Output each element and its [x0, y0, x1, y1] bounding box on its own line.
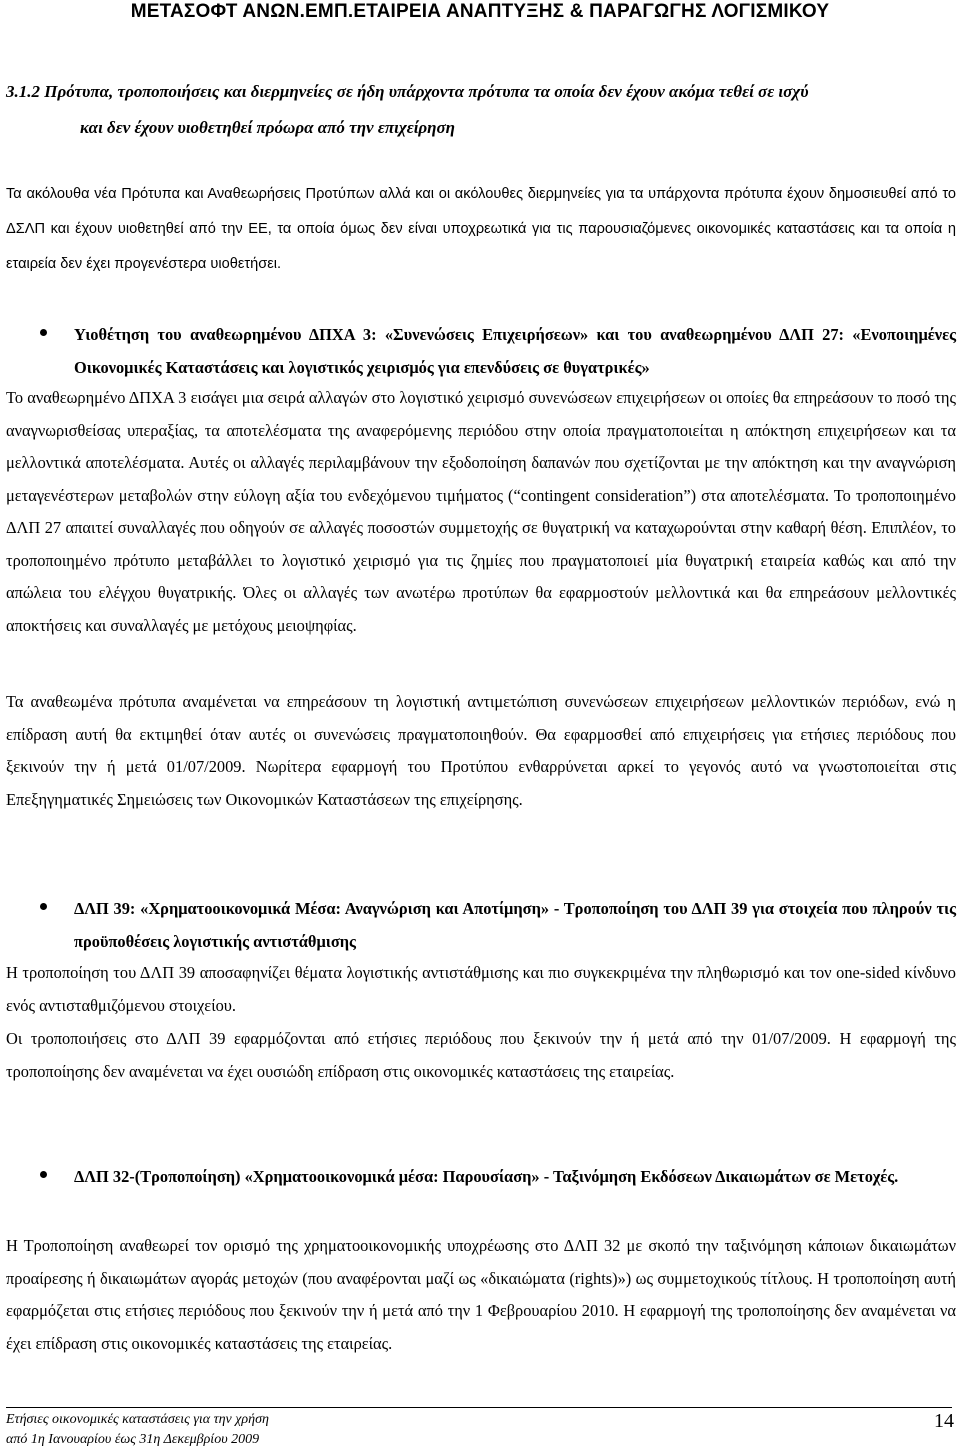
- bullet-icon: [40, 1171, 47, 1178]
- paragraph-ias39-clarify: Η τροποποίηση του ΔΛΠ 39 αποσαφηνίζει θέματα λογιστικής αντιστάθμισης και πιο συγκεκριμένα την πληθωρισμό και τον one-sided κίνδυνο ενός αντισταθμιζόμενου στοιχείου.: [6, 963, 956, 1015]
- bullet-icon: [40, 903, 47, 910]
- intro-paragraph: Τα ακόλουθα νέα Πρότυπα και Αναθεωρήσεις Προτύπων αλλά και οι ακόλουθες διερμηνείες για τα υπάρχοντα πρότυπα έχουν δημοσιευθεί από το ΔΣΛΠ και έχουν υιοθετηθεί από την ΕΕ, τα οποία όμως δεν είναι υποχρεωτικά για τις παρουσιαζόμενες οικονομικές καταστάσεις και τα οποία η εταιρεία δεν έχει προγενέστερα υιοθετήσει.: [6, 186, 956, 272]
- bullet-heading-ias32: [0, 1160, 956, 1193]
- footer-line2: από 1η Ιανουαρίου έως 31η Δεκεμβρίου 2009: [6, 1432, 260, 1447]
- heading-text: Υιοθέτηση του αναθεωρημένου ΔΠΧΑ 3: «Συνενώσεις Επιχειρήσεων» και του αναθεωρημένου ΔΛΠ 27: «Ενοποιημένες Οικονομικές Καταστάσεις και λογιστικός χειρισμός για επενδύσεις σε θυγατρικές»: [74, 325, 956, 377]
- section-title: [6, 74, 960, 146]
- bullet-heading-ias39: [0, 892, 956, 958]
- section-title-line1: 3.1.2 Πρότυπα, τροποποιήσεις και διερμηνείες σε ήδη υπάρχοντα πρότυπα τα οποία δεν έχουν ακόμα τεθεί σε ισχύ: [6, 82, 809, 101]
- paragraph-ias39-effective: Οι τροποποιήσεις στο ΔΛΠ 39 εφαρμόζονται από ετήσιες περιόδους που ξεκινούν την ή μετά από την 01/07/2009. Η εφαρμογή της τροποποίησης δεν αναμένεται να έχει ουσιώδη επίδραση στις οικονομικές καταστάσεις της εταιρείας.: [6, 1029, 956, 1081]
- paragraph-ifrs3-changes: Το αναθεωρημένο ΔΠΧΑ 3 εισάγει μια σειρά αλλαγών στο λογιστικό χειρισμό συνενώσεων επιχειρήσεων οι οποίες θα επηρεάσουν το ποσό της αναγνωρισθείσας υπεραξίας, τα αποτελέσματα της αναφερόμενης περιόδου στην οποία πραγματοποιείται η απόκτηση επιχειρήσεων και τα μελλοντικά αποτελέσματα. Αυτές οι αλλαγές περιλαμβάνουν την εξοδοποίηση δαπανών που σχετίζονται με την απόκτηση και την αναγνώριση μεταγενέστερων μεταβολών στην εύλογη αξία του ενδεχόμενου τιμήματος (“contingent consideration”) στα αποτελέσματα. Το τροποποιημένο ΔΛΠ 27 απαιτεί συναλλαγές που οδηγούν σε αλλαγές ποσοστών συμμετοχής σε θυγατρική να καταχωρούνται στην καθαρή θέση. Επιπλέον, το τροποποιημένο πρότυπο μεταβάλλει το λογιστικό χειρισμό για τις ζημίες που πραγματοποιεί μία θυγατρική εταιρεία καθώς και από την απώλεια του ελέγχου θυγατρικής. Όλες οι αλλαγές των ανωτέρω προτύπων θα εφαρμοστούν μελλοντικά και θα επηρεάσουν μελλοντικές αποκτήσεις και συναλλαγές με μετόχους μειοψηφίας.: [6, 388, 956, 635]
- heading-text: ΔΛΠ 39: «Χρηματοοικονομικά Μέσα: Αναγνώριση και Αποτίμηση» - Τροποποίηση του ΔΛΠ 39 για στοιχεία που πληρούν τις προϋποθέσεις λογιστικής αντιστάθμισης: [74, 899, 956, 951]
- bullet-heading-ifrs3: [0, 318, 956, 384]
- section-title-line2: και δεν έχουν υιοθετηθεί πρόωρα από την επιχείρηση: [80, 118, 456, 137]
- heading-text: ΔΛΠ 32-(Τροποποίηση) «Χρηματοοικονομικά μέσα: Παρουσίαση» - Ταξινόμηση Εκδόσεων Δικαιωμάτων σε Μετοχές.: [74, 1167, 899, 1186]
- page-number: 14: [934, 1410, 954, 1432]
- paragraph-ias32: Η Τροποποίηση αναθεωρεί τον ορισμό της χρηματοοικονομικής υποχρέωσης στο ΔΛΠ 32 με σκοπό την ταξινόμηση κάποιων δικαιωμάτων προαίρεσης ή δικαιωμάτων αγοράς μετοχών (που αναφέρονται μαζί ως «δικαιώματα (rights)») ως συμμετοχικούς τίτλους. Η τροποποίηση αυτή εφαρμόζεται στις ετήσιες περιόδους που ξεκινούν την ή μετά από την 1 Φεβρουαρίου 2010. Η εφαρμογή της τροποποίησης δεν αναμένεται να έχει επίδραση στις οικονομικές καταστάσεις της εταιρείας.: [6, 1236, 956, 1353]
- paragraph-ifrs3-effect: Τα αναθεωμένα πρότυπα αναμένεται να επηρεάσουν τη λογιστική αντιμετώπιση συνενώσεων επιχειρήσεων μελλοντικών περιόδων, ενώ η επίδραση αυτή θα εκτιμηθεί όταν αυτές οι συνενώσεις πραγματοποιηθούν. Θα εφαρμοσθεί από επιχειρήσεις για ετήσιες περιόδους που ξεκινούν την ή μετά 01/07/2009. Νωρίτερα εφαρμογή του Προτύπου ενθαρρύνεται αρκεί το γεγονός αυτό να γνωστοποιείται στις Επεξηγηματικές Σημειώσεις των Οικονομικών Καταστάσεων της επιχείρησης.: [6, 692, 956, 809]
- running-header: ΜΕΤΑΣΟΦΤ ΑΝΩΝ.ΕΜΠ.ΕΤΑΙΡΕΙΑ ΑΝΑΠΤΥΞΗΣ & ΠΑΡΑΓΩΓΗΣ ΛΟΓΙΣΜΙΚΟΥ: [130, 1, 830, 22]
- footer-rule: [6, 1407, 952, 1408]
- footer-text: [6, 1410, 269, 1450]
- footer-line1: Ετήσιες οικονομικές καταστάσεις για την χρήση: [6, 1412, 269, 1427]
- bullet-icon: [40, 329, 47, 336]
